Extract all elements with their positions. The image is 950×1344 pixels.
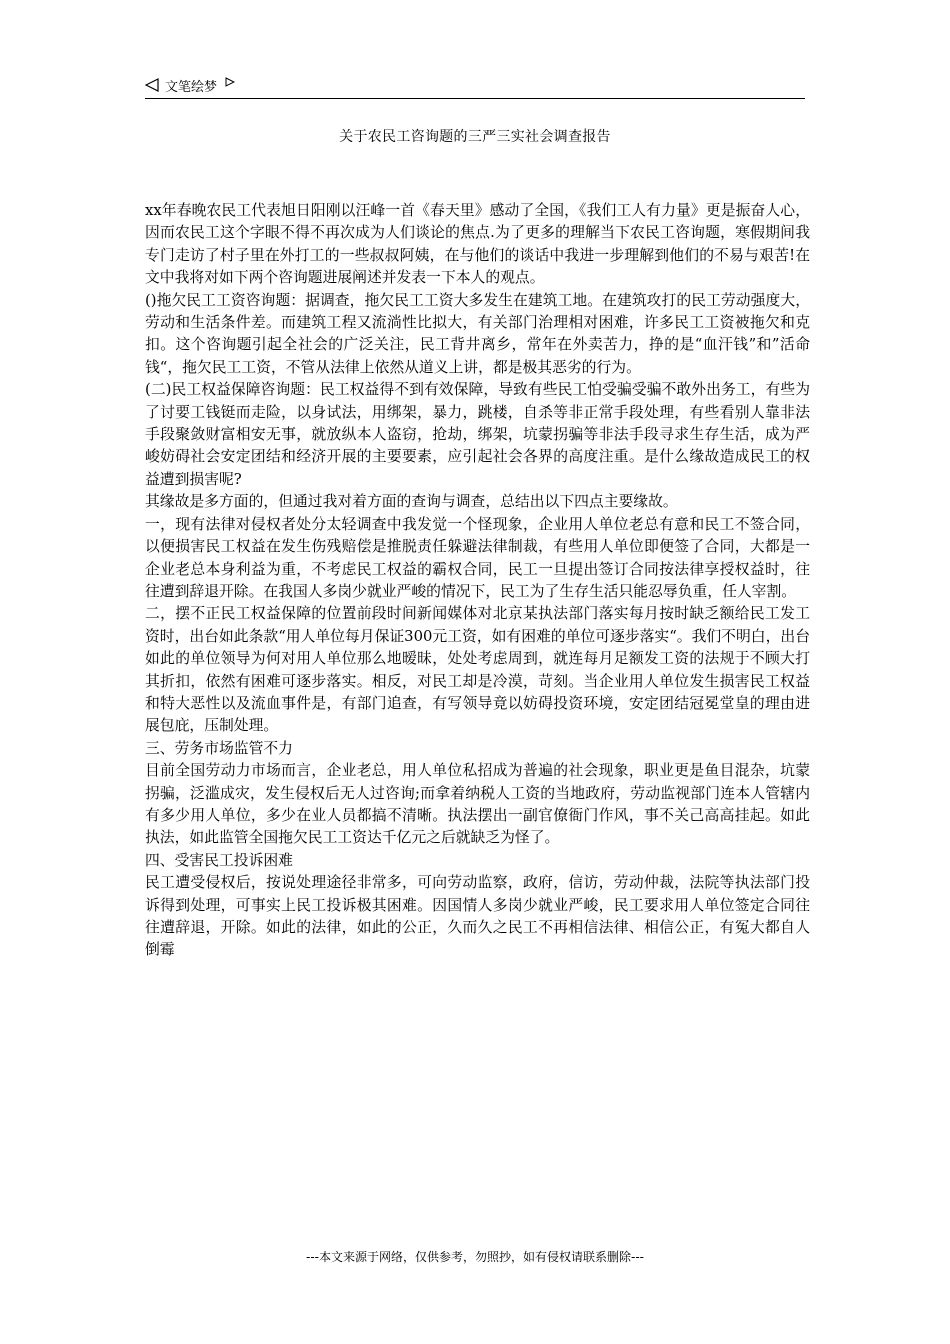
document-body <box>145 200 810 962</box>
paragraph: 二，摆不正民工权益保障的位置前段时间新闻媒体对北京某执法部门落实每月按时缺乏额给民工发工资时，出台如此条款“用人单位每月保证300元工资，如有困难的单位可逐步落实“。我们不明白，出台如此的单位领导为何对用人单位那么地暧昧，处处考虑周到，就连每月足额发工资的法规于不顾大打其折扣，依然有困难可逐步落实。相反，对民工却是冷漠，苛刻。当企业用人单位发生损害民工权益和特大恶性以及流血事件是，有部门追查，有写领导竟以妨碍投资环境，安定团结冠冕堂皇的理由进展包庇，压制处理。 <box>145 605 810 735</box>
section-heading: 四、受害民工投诉困难 <box>145 851 293 869</box>
paragraph: xx年春晚农民工代表旭日阳刚以汪峰一首《春天里》感动了全国，《我们工人有力量》更是振奋人心，因而农民工这个字眼不得不再次成为人们谈论的焦点.为了更多的理解当下农民工咨询题，寒假期间我专门走访了村子里在外打工的一些叔叔阿姨，在与他们的谈话中我进一步理解到他们的不易与艰苦!在文中我将对如下两个咨询题进展阐述并发表一下本人的观点。 <box>145 202 810 287</box>
paragraph: 民工遭受侵权后，按说处理途径非常多，可向劳动监察，政府，信访，劳动仲裁，法院等执法部门投诉得到处理，可事实上民工投诉极其困难。因国情人多岗少就业严峻，民工要求用人单位签定合同往往遭辞退，开除。如此的法律，如此的公正，久而久之民工不再相信法律、相信公正，有冤大都自人倒霉 <box>145 874 810 959</box>
document-title: 关于农民工咨询题的三严三实社会调查报告 <box>339 129 611 145</box>
paragraph: 一，现有法律对侵权者处分太轻调查中我发觉一个怪现象，企业用人单位老总有意和民工不签合同，以便损害民工权益在发生伤残赔偿是推脱责任躲避法律制裁，有些用人单位即便签了合同，大都是一企业老总本身利益为重，不考虑民工权益的霸权合同，民工一旦提出签订合同按法律享授权益时，往往遭到辞退开除。在我国人多岗少就业严峻的情况下，民工为了生存生活只能忍辱负重，任人宰割。 <box>145 515 810 600</box>
triangle-left-icon <box>145 78 159 92</box>
paragraph: ()拖欠民工工资咨询题：据调查，拖欠民工工资大多发生在建筑工地。在建筑攻打的民工劳动强度大，劳动和生活条件差。而建筑工程又流淌性比拟大，有关部门治理相对困难，许多民工工资被拖欠和克扣。这个咨询题引起全社会的广泛关注，民工背井离乡，常年在外卖苦力，挣的是“血汗钱”和”活命钱“，拖欠民工工资，不管从法律上依然从道义上讲，都是极其恶劣的行为。 <box>145 291 810 376</box>
page-header <box>145 72 805 99</box>
paragraph: 目前全国劳动力市场而言，企业老总，用人单位私招成为普遍的社会现象，职业更是鱼目混杂，坑蒙拐骗，泛滥成灾，发生侵权后无人过咨询;而拿着纳税人工资的当地政府，劳动监视部门连本人管辖内有多少用人单位，多少在业人员都搞不清晰。执法摆出一副官僚衙门作风，事不关己高高挂起。如此执法，如此监管全国拖欠民工工资达千亿元之后就缺乏为怪了。 <box>145 762 810 847</box>
paragraph: 其缘故是多方面的，但通过我对着方面的查询与调查，总结出以下四点主要缘故。 <box>145 493 678 511</box>
footer-notice: ---本文来源于网络，仅供参考，勿照抄，如有侵权请联系删除--- <box>306 1250 644 1264</box>
triangle-right-icon <box>225 77 235 87</box>
section-heading: 三、劳务市场监管不力 <box>145 739 293 757</box>
brand-label: 文笔绘梦 <box>165 79 218 95</box>
paragraph: (二)民工权益保障咨询题：民工权益得不到有效保障，导致有些民工怕受骗受骗不敢外出务工，有些为了讨要工钱铤而走险，以身试法，用绑架，暴力，跳楼，自杀等非正常手段处理，有些看别人靠非法手段聚敛财富相安无事，就放纵本人盗窃，抢劫，绑架，坑蒙拐骗等非法手段寻求生存生活，成为严峻妨碍社会安定团结和经济开展的主要要素，应引起社会各界的高度注重。是什么缘故造成民工的权益遭到损害呢? <box>145 381 810 488</box>
